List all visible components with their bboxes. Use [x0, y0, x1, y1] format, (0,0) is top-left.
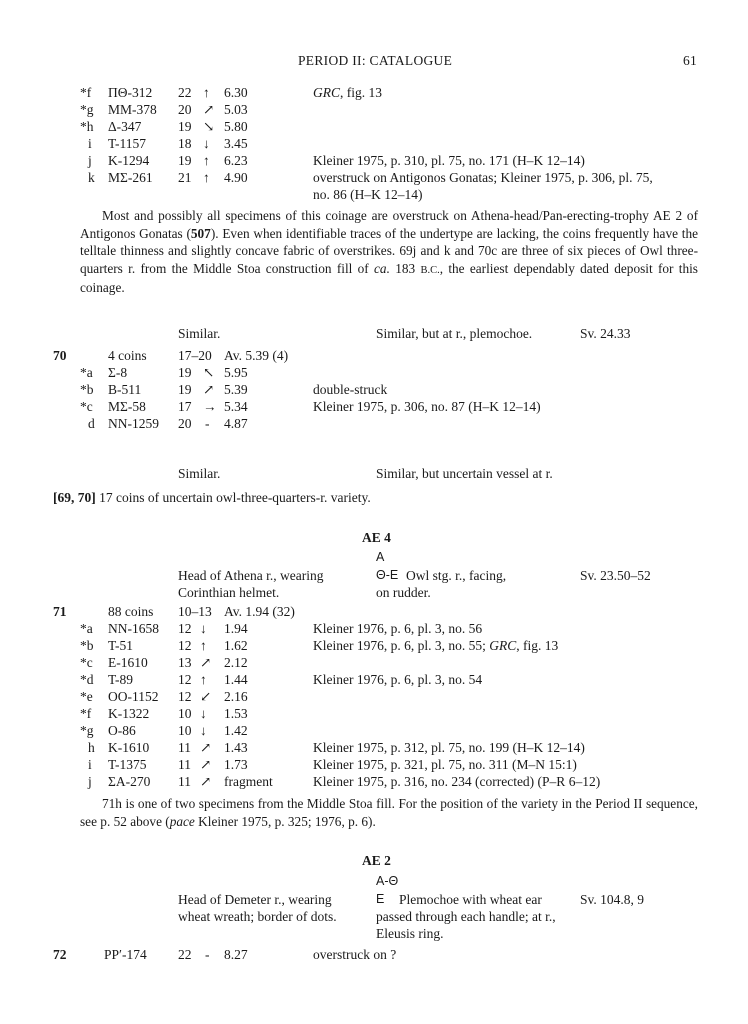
weight: fragment: [224, 774, 273, 789]
reference-note: overstruck on Antigonos Gonatas; Kleiner 1975, p. 306, pl. 75,: [313, 170, 653, 185]
reverse-description-line1: Plemochoe with wheat ear: [399, 892, 542, 907]
die-axis-arrow-icon: ↓: [200, 621, 207, 636]
diameter: 19: [178, 119, 192, 134]
inventory-id: Δ-347: [108, 119, 142, 134]
svoronos-reference: Sv. 104.8, 9: [580, 892, 645, 907]
weight: 6.23: [224, 153, 248, 168]
inventory-id: K-1322: [108, 706, 150, 721]
obverse-description-line2: Corinthian helmet.: [178, 585, 280, 600]
die-axis-arrow-icon: ↗: [200, 757, 212, 772]
die-axis-arrow-icon: ↗: [200, 740, 212, 755]
inventory-id: Σ-8: [108, 365, 128, 380]
reverse-description-line3: Eleusis ring.: [376, 926, 444, 941]
specimen-mark: *e: [80, 689, 93, 704]
specimen-mark: *g: [80, 723, 94, 738]
reference-grc: GRC: [313, 85, 340, 100]
denomination-heading: AE 2: [362, 853, 391, 868]
inventory-id: T-1157: [108, 136, 147, 151]
specimen-mark: *b: [80, 382, 94, 397]
die-axis-arrow-icon: ↓: [203, 136, 210, 151]
die-axis-arrow-icon: -: [205, 947, 210, 962]
weight: 8.27: [224, 947, 248, 962]
reference-note: GRC, fig. 13: [313, 85, 382, 100]
die-axis-arrow-icon: ↖: [203, 365, 215, 380]
diameter-range: 17–20: [178, 348, 212, 363]
die-axis-arrow-icon: ↑: [200, 672, 207, 687]
svoronos-reference: Sv. 24.33: [580, 326, 631, 341]
diameter: 13: [178, 655, 192, 670]
specimen-mark: *c: [80, 655, 93, 670]
specimen-mark: *b: [80, 638, 94, 653]
diameter-range: 10–13: [178, 604, 212, 619]
page-number: 61: [683, 53, 698, 68]
reference-note: Kleiner 1975, p. 310, pl. 75, no. 171 (H–K 12–14): [313, 153, 585, 168]
weight: 2.12: [224, 655, 248, 670]
inventory-id: NN-1658: [108, 621, 159, 636]
diameter: 19: [178, 365, 192, 380]
die-axis-arrow-icon: ↗: [200, 655, 212, 670]
diameter: 22: [178, 947, 192, 962]
inventory-id: O-86: [108, 723, 136, 738]
reverse-legend-top: A: [376, 550, 385, 564]
obverse-description: Similar.: [178, 466, 221, 481]
die-axis-arrow-icon: ↘: [203, 119, 215, 134]
diameter: 18: [178, 136, 192, 151]
specimen-mark: *f: [80, 85, 92, 100]
weight: 1.42: [224, 723, 248, 738]
die-axis-arrow-icon: ↓: [200, 706, 207, 721]
reverse-description: Similar, but uncertain vessel at r.: [376, 466, 553, 481]
diameter: 12: [178, 638, 192, 653]
coin-count: 88 coins: [108, 604, 154, 619]
diameter: 11: [178, 757, 191, 772]
catalogue-number: 72: [53, 947, 67, 962]
weight: 1.94: [224, 621, 248, 636]
commentary-71: 71h is one of two specimens from the Middle Stoa fill. For the position of the variety in the Period II sequence, see p. 52 above (pace Kleiner 1975, p. 325; 1976, p. 6).: [80, 796, 698, 829]
die-axis-arrow-icon: ↑: [203, 170, 210, 185]
coin-count: 4 coins: [108, 348, 147, 363]
catalogue-number: [69, 70]: [53, 490, 96, 505]
weight: 4.90: [224, 170, 248, 185]
reference-note: overstruck on ?: [313, 947, 397, 962]
reference-note: Kleiner 1975, p. 312, pl. 75, no. 199 (H–K 12–14): [313, 740, 585, 755]
die-axis-arrow-icon: ↗: [203, 382, 215, 397]
inventory-id: E-1610: [108, 655, 148, 670]
obverse-description-line1: Head of Demeter r., wearing: [178, 892, 332, 907]
inventory-id: ΣA-270: [108, 774, 151, 789]
specimen-mark: j: [88, 774, 92, 789]
die-axis-arrow-icon: ↑: [203, 85, 210, 100]
specimen-mark: *g: [80, 102, 94, 117]
diameter: 10: [178, 723, 192, 738]
catalogue-number: 70: [53, 348, 67, 363]
running-head: PERIOD II: CATALOGUE: [298, 53, 453, 68]
weight: 1.73: [224, 757, 248, 772]
die-axis-arrow-icon: -: [205, 416, 210, 431]
inventory-id: T-51: [108, 638, 134, 653]
diameter: 17: [178, 399, 192, 414]
diameter: 12: [178, 621, 192, 636]
weight: 5.39: [224, 382, 248, 397]
specimen-mark: *a: [80, 365, 93, 380]
uncertain-summary: [53, 489, 371, 506]
weight: 5.03: [224, 102, 248, 117]
reverse-description-line2: on rudder.: [376, 585, 431, 600]
inventory-id: K-1610: [108, 740, 150, 755]
inventory-id: K-1294: [108, 153, 150, 168]
weight: 1.43: [224, 740, 248, 755]
specimen-mark: *d: [80, 672, 94, 687]
reverse-description: Similar, but at r., plemochoe.: [376, 326, 533, 341]
svoronos-reference: Sv. 23.50–52: [580, 568, 651, 583]
reference-note: double-struck: [313, 382, 388, 397]
weight: 3.45: [224, 136, 248, 151]
specimen-mark: *h: [80, 119, 94, 134]
die-axis-arrow-icon: ↓: [200, 723, 207, 738]
diameter: 22: [178, 85, 192, 100]
specimen-mark: d: [88, 416, 95, 431]
diameter: 11: [178, 774, 191, 789]
commentary-69: Most and possibly all specimens of this coinage are overstruck on Athena-head/Pan-erecting-trophy AE 2 of Antigonos Gonatas (507). Even when identifiable traces of the undertype are lacking, the coins frequently have the telltale thinness and slightly concave fabric of overstrikes. 69j and k and 70c are three of six pieces of Owl three-quarters r. from the Middle Stoa construction fill of ca. 183 B.C., the earliest dependably dated deposit for this coinage.: [80, 208, 698, 295]
reference-note: Kleiner 1975, p. 306, no. 87 (H–K 12–14): [313, 399, 541, 414]
inventory-id: B-511: [108, 382, 142, 397]
reference-note: Kleiner 1976, p. 6, pl. 3, no. 55; GRC, fig. 13: [313, 638, 559, 653]
inventory-id: OO-1152: [108, 689, 159, 704]
reference-note: Kleiner 1976, p. 6, pl. 3, no. 56: [313, 621, 483, 636]
die-axis-arrow-icon: ↑: [203, 153, 210, 168]
denomination-heading: AE 4: [362, 530, 391, 545]
average-weight: Av. 1.94 (32): [224, 604, 295, 619]
reverse-description-line1: Owl stg. r., facing,: [406, 568, 507, 583]
reverse-description-line2: passed through each handle; at r.,: [376, 909, 556, 924]
reference-grc: GRC: [489, 638, 517, 653]
diameter: 12: [178, 672, 192, 687]
specimen-mark: h: [88, 740, 95, 755]
inventory-id: T-1375: [108, 757, 147, 772]
diameter: 19: [178, 153, 192, 168]
reference-note-continuation: no. 86 (H–K 12–14): [313, 187, 423, 202]
weight: 4.87: [224, 416, 248, 431]
diameter: 10: [178, 706, 192, 721]
specimen-mark: *a: [80, 621, 93, 636]
diameter: 12: [178, 689, 192, 704]
die-axis-arrow-icon: ↙: [200, 689, 212, 704]
uncertain-text: 17 coins of uncertain owl-three-quarters-r. variety.: [99, 490, 371, 505]
specimen-mark: i: [88, 136, 92, 151]
obverse-description-line1: Head of Athena r., wearing: [178, 568, 324, 583]
diameter: 19: [178, 382, 192, 397]
obverse-description: Similar.: [178, 326, 221, 341]
weight: 1.44: [224, 672, 248, 687]
weight: 6.30: [224, 85, 248, 100]
die-axis-arrow-icon: ↗: [200, 774, 212, 789]
specimen-mark: *c: [80, 399, 93, 414]
catalogue-number: 71: [53, 604, 67, 619]
die-axis-arrow-icon: ↗: [203, 102, 215, 117]
specimen-mark: i: [88, 757, 92, 772]
diameter: 21: [178, 170, 192, 185]
average-weight: Av. 5.39 (4): [224, 348, 289, 363]
weight: 5.80: [224, 119, 248, 134]
reverse-legend-side: E: [376, 892, 385, 906]
die-axis-arrow-icon: →: [203, 399, 217, 414]
inventory-id: NN-1259: [108, 416, 159, 431]
weight: 1.53: [224, 706, 248, 721]
weight: 1.62: [224, 638, 248, 653]
diameter: 20: [178, 102, 192, 117]
die-axis-arrow-icon: ↑: [200, 638, 207, 653]
weight: 5.95: [224, 365, 248, 380]
inventory-id: T-89: [108, 672, 134, 687]
diameter: 11: [178, 740, 191, 755]
specimen-mark: *f: [80, 706, 92, 721]
reference-note: Kleiner 1976, p. 6, pl. 3, no. 54: [313, 672, 483, 687]
diameter: 20: [178, 416, 192, 431]
inventory-id: MΣ-261: [108, 170, 153, 185]
reference-note: Kleiner 1975, p. 316, no. 234 (corrected) (P–R 6–12): [313, 774, 601, 789]
weight: 2.16: [224, 689, 248, 704]
specimen-mark: j: [88, 153, 92, 168]
inventory-id: ΠΘ-312: [108, 85, 153, 100]
inventory-id: MM-378: [108, 102, 157, 117]
reverse-legend-side: Θ-E: [376, 568, 399, 582]
obverse-description-line2: wheat wreath; border of dots.: [178, 909, 337, 924]
weight: 5.34: [224, 399, 248, 414]
inventory-id: PP′-174: [104, 947, 147, 962]
reverse-legend-top: A-Θ: [376, 874, 399, 888]
specimen-mark: k: [88, 170, 95, 185]
inventory-id: MΣ-58: [108, 399, 146, 414]
reference-note: Kleiner 1975, p. 321, pl. 75, no. 311 (M–N 15:1): [313, 757, 577, 772]
